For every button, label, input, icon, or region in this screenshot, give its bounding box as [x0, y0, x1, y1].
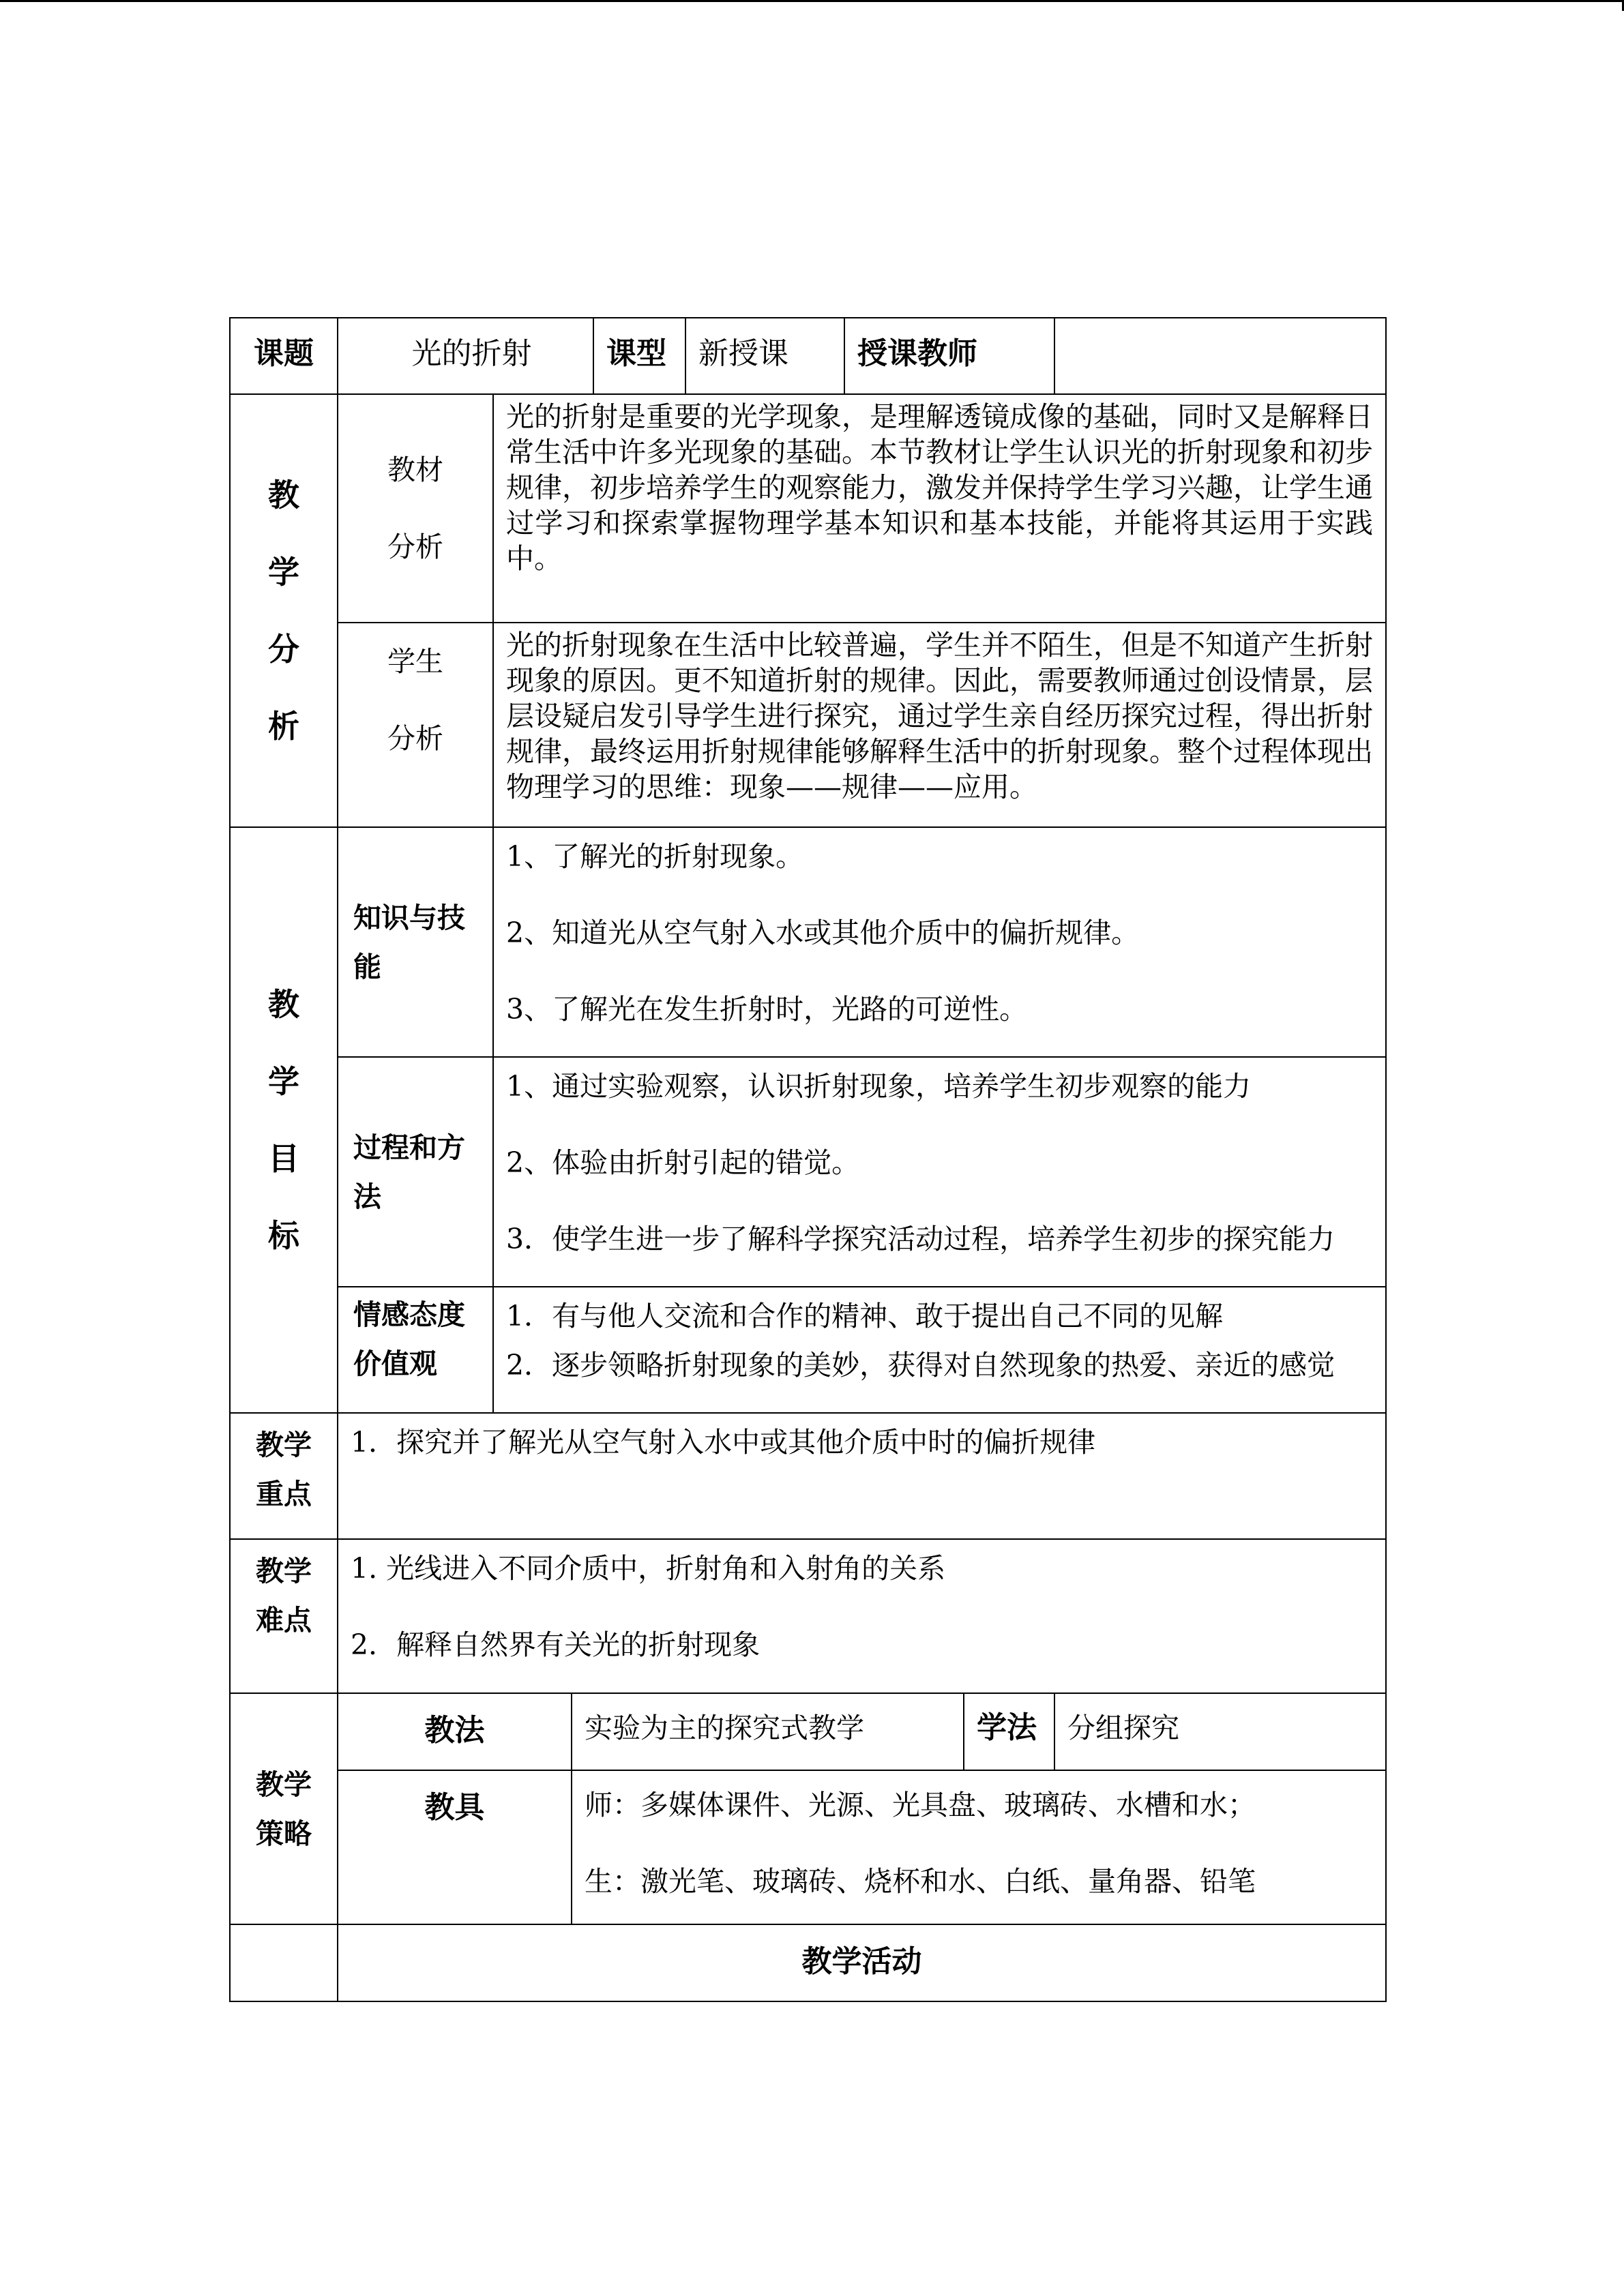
analysis-char-3: 分 [268, 630, 299, 668]
key-point-item: 1．探究并了解光从空气射入水中或其他介质中时的偏折规律 [351, 1426, 1096, 1459]
material-analysis-row [230, 394, 1386, 623]
page-top-border [0, 0, 1624, 2]
type-label: 课型 [593, 318, 685, 394]
goals-char-4: 标 [268, 1217, 299, 1254]
strategy-label-line2: 策略 [256, 1817, 312, 1850]
difficulties-label [230, 1539, 338, 1693]
emotion-goal-row [230, 1287, 1386, 1413]
goals-section-label [230, 827, 338, 1413]
key-points-label [230, 1413, 338, 1539]
process-item: 1、通过实验观察，认识折射现象，培养学生初步观察的能力 [506, 1070, 1252, 1103]
strategy-label-line1: 教学 [256, 1768, 312, 1801]
goals-char-2: 学 [268, 1062, 299, 1100]
goals-char-1: 教 [268, 985, 299, 1023]
knowledge-item: 1、了解光的折射现象。 [506, 840, 804, 873]
activities-row [230, 1924, 1386, 2001]
emotion-label: 情感态度价值观 [338, 1287, 493, 1413]
lesson-plan-table [229, 317, 1387, 2002]
difficulty-item: 1. 光线进入不同介质中，折射角和入射角的关系 [351, 1552, 946, 1585]
tools-label: 教具 [338, 1770, 572, 1924]
activities-blank-cell [230, 1924, 338, 2001]
strategy-label [230, 1693, 338, 1924]
tools-item: 生：激光笔、玻璃砖、烧杯和水、白纸、量角器、铅笔 [585, 1865, 1256, 1898]
teacher-label: 授课教师 [844, 318, 1054, 394]
knowledge-label: 知识与技能 [338, 827, 493, 1057]
difficulties-row [230, 1539, 1386, 1693]
analysis-char-1: 教 [268, 476, 299, 513]
analysis-char-4: 析 [268, 707, 299, 745]
key-points-row [230, 1413, 1386, 1539]
method-label: 教法 [338, 1693, 572, 1770]
topic-label: 课题 [230, 318, 338, 394]
tools-items [572, 1770, 1386, 1924]
key-points-label-line1: 教学 [256, 1429, 312, 1461]
material-label-line2: 分析 [387, 530, 443, 563]
process-label: 过程和方法 [338, 1057, 493, 1287]
emotion-item: 2．逐步领略折射现象的美妙，获得对自然现象的热爱、亲近的感觉 [506, 1349, 1335, 1382]
difficulty-item: 2．解释自然界有关光的折射现象 [351, 1628, 761, 1661]
header-row [230, 318, 1386, 394]
material-analysis-label [338, 394, 493, 623]
process-item: 3．使学生进一步了解科学探究活动过程，培养学生初步的探究能力 [506, 1223, 1335, 1255]
difficulties-label-line1: 教学 [256, 1555, 312, 1587]
difficulties-label-line2: 难点 [256, 1604, 312, 1637]
process-items [493, 1057, 1386, 1287]
student-analysis-text: 光的折射现象在生活中比较普遍，学生并不陌生，但是不知道产生折射现象的原因。更不知道折射的规律。因此，需要教师通过创设情景，层层设疑启发引导学生进行探究，通过学生亲自经历探究过程，得出折射规律，最终运用折射规律能够解释生活中的折射现象。整个过程体现出物理学习的思维：现象——规律——应用。 [493, 623, 1386, 827]
method-value: 实验为主的探究式教学 [572, 1693, 964, 1770]
process-item: 2、体验由折射引起的错觉。 [506, 1146, 860, 1179]
knowledge-item: 3、了解光在发生折射时，光路的可逆性。 [506, 993, 1028, 1026]
student-label-line2: 分析 [387, 722, 443, 755]
learn-label: 学法 [964, 1693, 1054, 1770]
learn-value: 分组探究 [1054, 1693, 1386, 1770]
analysis-section-label [230, 394, 338, 827]
key-points-label-line2: 重点 [256, 1478, 312, 1510]
key-points-items [338, 1413, 1386, 1539]
student-analysis-label [338, 623, 493, 827]
activities-label: 教学活动 [338, 1924, 1386, 2001]
process-goal-row [230, 1057, 1386, 1287]
teacher-value [1054, 318, 1386, 394]
knowledge-item: 2、知道光从空气射入水或其他介质中的偏折规律。 [506, 916, 1140, 949]
goals-char-3: 目 [268, 1139, 299, 1177]
topic-value: 光的折射 [338, 318, 593, 394]
type-value: 新授课 [685, 318, 844, 394]
student-label-line1: 学生 [387, 645, 443, 678]
student-analysis-row [230, 623, 1386, 827]
strategy-method-row [230, 1693, 1386, 1770]
difficulties-items [338, 1539, 1386, 1693]
analysis-char-2: 学 [268, 553, 299, 591]
material-label-line1: 教材 [387, 453, 443, 486]
emotion-items [493, 1287, 1386, 1413]
knowledge-items [493, 827, 1386, 1057]
strategy-tools-row [230, 1770, 1386, 1924]
knowledge-goal-row [230, 827, 1386, 1057]
material-analysis-text: 光的折射是重要的光学现象，是理解透镜成像的基础，同时又是解释日常生活中许多光现象的基础。本节教材让学生认识光的折射现象和初步规律，初步培养学生的观察能力，激发并保持学生学习兴趣，让学生通过学习和探索掌握物理学基本知识和基本技能，并能将其运用于实践中。 [493, 394, 1386, 623]
emotion-item: 1．有与他人交流和合作的精神、敢于提出自己不同的见解 [506, 1300, 1224, 1332]
tools-item: 师：多媒体课件、光源、光具盘、玻璃砖、水槽和水； [585, 1789, 1256, 1821]
